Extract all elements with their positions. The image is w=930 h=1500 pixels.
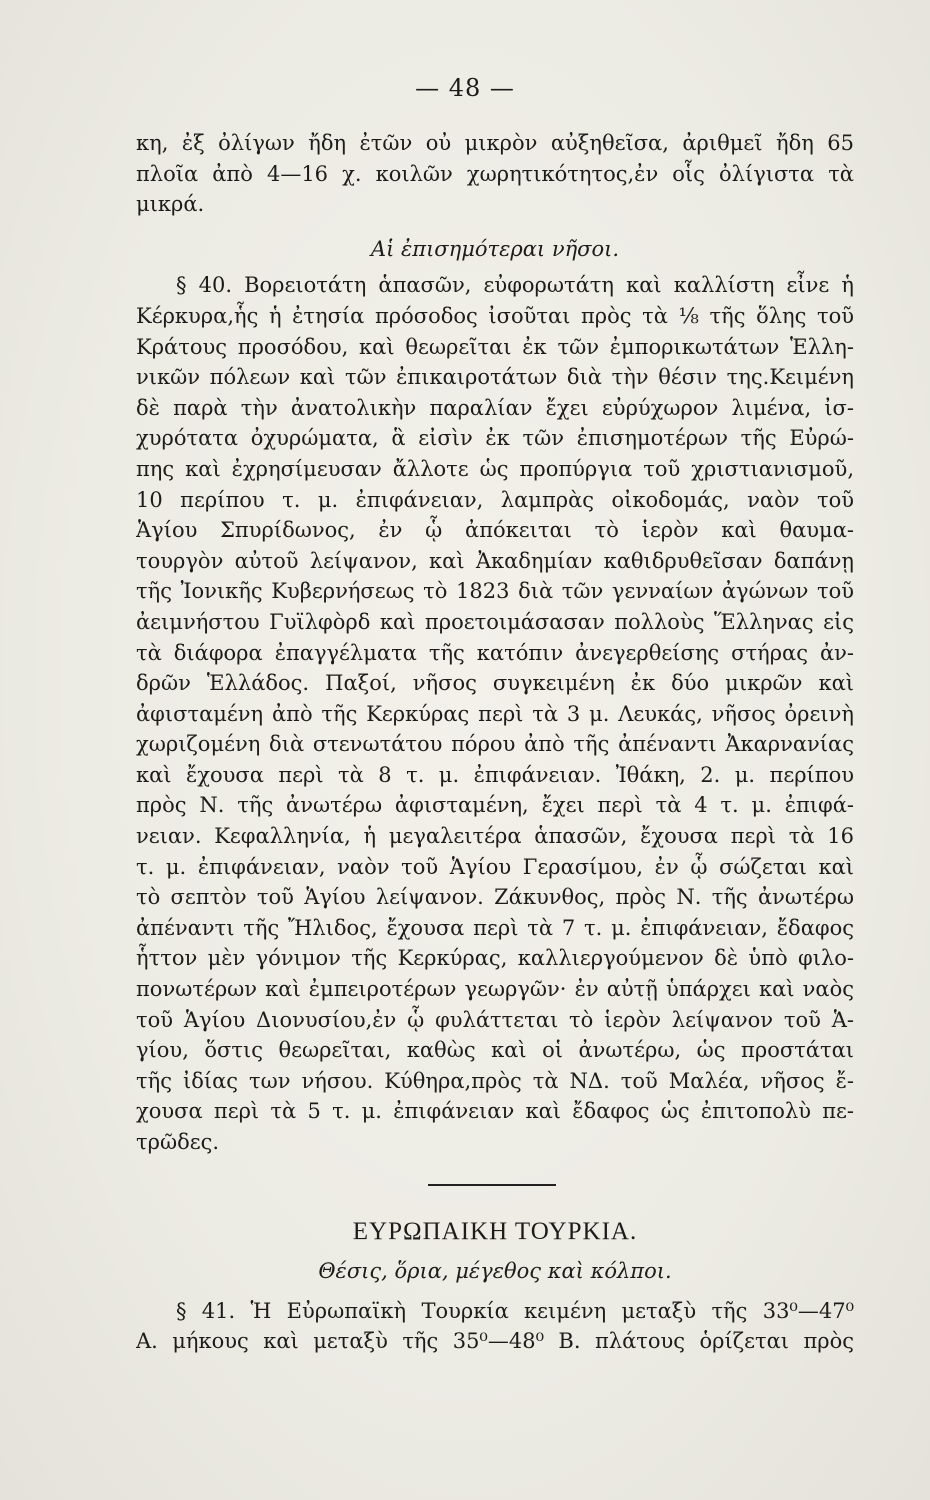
text-line: κη, ἐξ ὀλίγων ἤδη ἐτῶν οὐ μικρὸν αὐξηθεῖσα, ἀριθμεῖ ἤδη 65 — [136, 131, 854, 155]
text-line: πλοῖα ἀπὸ 4—16 χ. κοιλῶν χωρητικότητος,ἐν οἷς ὀλίγιστα τὰ — [136, 161, 854, 186]
section-divider-wrap — [136, 1158, 854, 1214]
text-line: τὰ διάφορα ἐπαγγέλματα τῆς κατόπιν ἀνεγερθείσης στήρας ἀν- — [136, 640, 854, 665]
text-line: τ. μ. ἐπιφάνειαν, ναὸν τοῦ Ἁγίου Γερασίμου, ἐν ᾧ σώζεται καὶ — [136, 854, 854, 879]
text-line: χυρότατα ὀχυρώματα, ἃ εἰσὶν ἐκ τῶν ἐπισημοτέρων τῆς Εὐρώ- — [136, 426, 854, 451]
section-41-paragraph — [136, 1296, 854, 1357]
text-line: πονωτέρων καὶ ἐμπειροτέρων γεωργῶν· ἐν αὐτῇ ὑπάρχει καὶ ναὸς — [136, 977, 854, 1002]
text-line: πης καὶ ἐχρησίμευσαν ἄλλοτε ὡς προπύργια τοῦ χριστιανισμοῦ, — [136, 456, 854, 481]
text-line: τὸ σεπτὸν τοῦ Ἁγίου λείψανον. Ζάκυνθος, πρὸς Ν. τῆς ἀνωτέρω — [136, 885, 854, 910]
text-line: νειαν. Κεφαλληνία, ἡ μεγαλειτέρα ἁπασῶν, ἔχουσα περὶ τὰ 16 — [136, 824, 854, 849]
section-40-paragraph — [136, 270, 854, 1157]
text-line: ἀφισταμένη ἀπὸ τῆς Κερκύρας περὶ τὰ 3 μ. Λευκάς, νῆσος ὀρεινὴ — [136, 701, 854, 726]
text-line: μικρά. — [136, 192, 205, 217]
body-text — [136, 128, 854, 1357]
text-line: χουσα περὶ τὰ 5 τ. μ. ἐπιφάνειαν καὶ ἔδαφος ὡς ἐπιτοπολὺ πε- — [136, 1099, 854, 1124]
text-line: 10 περίπου τ. μ. ἐπιφάνειαν, λαμπρὰς οἰκοδομάς, ναὸν τοῦ — [136, 487, 854, 512]
text-line: δρῶν Ἑλλάδος. Παξοί, νῆσος συγκειμένη ἐκ δύο μικρῶν καὶ — [136, 671, 854, 696]
text-line: τουργὸν αὐτοῦ λείψανον, καὶ Ἀκαδημίαν καθιδρυθεῖσαν δαπάνῃ — [136, 548, 854, 573]
text-line: § 40. Βορειοτάτη ἁπασῶν, εὐφορωτάτη καὶ καλλίστη εἶνε ἡ — [176, 273, 854, 298]
text-line: ἧττον μὲν γόνιμον τῆς Κερκύρας, καλλιεργούμενον δὲ ὑπὸ φιλο- — [136, 946, 854, 971]
text-line: δὲ παρὰ τὴν ἀνατολικὴν παραλίαν ἔχει εὐρύχωρον λιμένα, ἰσ- — [136, 395, 854, 420]
text-line: τῆς Ἰονικῆς Κυβερνήσεως τὸ 1823 διὰ τῶν γενναίων ἀγώνων τοῦ — [136, 579, 854, 604]
text-line: πρὸς Ν. τῆς ἀνωτέρω ἀφισταμένη, ἔχει περὶ τὰ 4 τ. μ. ἐπιφά- — [136, 793, 854, 818]
text-line: τῆς ἰδίας των νήσου. Κύθηρα,πρὸς τὰ ΝΔ. τοῦ Μαλέα, νῆσος ἔ- — [136, 1068, 854, 1093]
text-line: Κράτους προσόδου, καὶ θεωρεῖται ἐκ τῶν ἐμπορικωτάτων Ἑλλη- — [136, 334, 854, 359]
text-line: γίου, ὅστις θεωρεῖται, καθὼς καὶ οἱ ἀνωτέρω, ὡς προστάται — [136, 1038, 854, 1063]
section-subtitle: Θέσις, ὅρια, μέγεθος καὶ κόλποι. — [318, 1258, 672, 1283]
text-line: ἀειμνήστου Γυϊλφὸρδ καὶ προετοιμάσασαν πολλοὺς Ἕλληνας εἰς — [136, 609, 854, 634]
text-line: τρῶδες. — [136, 1130, 220, 1154]
text-line: ἀπέναντι τῆς Ἤλιδος, ἔχουσα περὶ τὰ 7 τ. μ. ἐπιφάνειαν, ἔδαφος — [136, 915, 854, 940]
section-divider — [428, 1184, 556, 1186]
page-number: — 48 — — [415, 74, 515, 102]
section-title: ΕΥΡΩΠΑΙΚΗ ΤΟΥΡΚΙΑ. — [352, 1217, 638, 1245]
text-line: νικῶν πόλεων καὶ τῶν ἐπικαιροτάτων διὰ τὴν θέσιν της.Κειμένη — [136, 365, 854, 390]
text-line: Κέρκυρα,ἧς ἡ ἐτησία πρόσοδος ἰσοῦται πρὸς τὰ ⅛ τῆς ὅλης τοῦ — [136, 303, 854, 328]
section-subheading: Αἱ ἐπισημότεραι νῆσοι. — [370, 236, 620, 261]
text-line: τοῦ Ἁγίου Διονυσίου,ἐν ᾧ φυλάττεται τὸ ἱερὸν λείψανον τοῦ Ἁ- — [136, 1007, 854, 1032]
text-line: Α. μήκους καὶ μεταξὺ τῆς 35⁰—48⁰ Β. πλάτους ὁρίζεται πρὸς — [136, 1329, 854, 1354]
text-line: χωριζομένη διὰ στενωτάτου πόρου ἀπὸ τῆς ἀπέναντι Ἀκαρνανίας — [136, 732, 854, 757]
text-line: Ἁγίου Σπυρίδωνος, ἐν ᾧ ἀπόκειται τὸ ἱερὸν καὶ θαυμα- — [136, 518, 854, 543]
text-line: καὶ ἔχουσα περὶ τὰ 8 τ. μ. ἐπιφάνειαν. Ἰθάκη, 2. μ. περίπου — [136, 762, 854, 787]
text-line: § 41. Ἡ Εὐρωπαϊκὴ Τουρκία κειμένη μεταξὺ τῆς 33⁰—47⁰ — [176, 1298, 854, 1323]
